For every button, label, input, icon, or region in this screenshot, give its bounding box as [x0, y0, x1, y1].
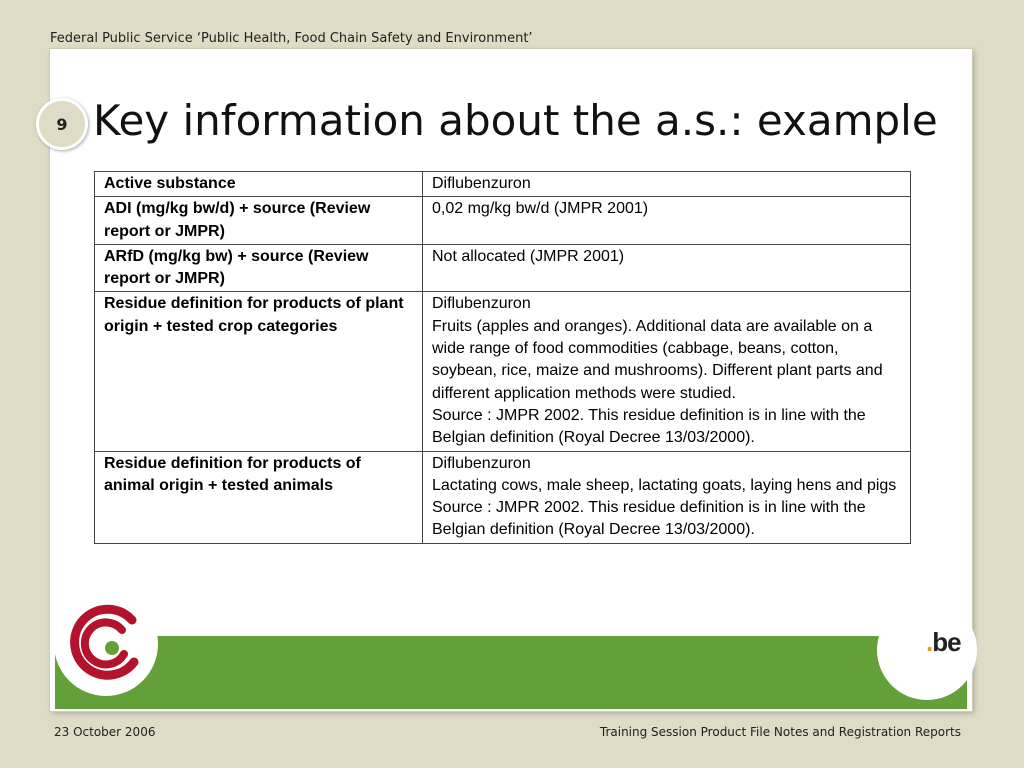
row-value [423, 244, 911, 292]
row-value-line: Diflubenzuron [432, 295, 531, 313]
be-logo [926, 627, 961, 658]
row-value [423, 172, 911, 197]
row-value-line: Source : JMPR 2002. This residue definition is in line with the Belgian definition (Royal Decree 13/03/2000). [432, 406, 866, 447]
footer-date: 23 October 2006 [54, 725, 156, 739]
row-value-line: Fruits (apples and oranges). Additional data are available on a wide range of food commodities (cabbage, beans, cotton, soybean, rice, maize and mushrooms). Different plant parts and different application methods were studied. [432, 317, 883, 402]
row-value-line: 0,02 mg/kg bw/d (JMPR 2001) [432, 200, 649, 218]
row-value-line: Not allocated (JMPR 2001) [432, 247, 625, 265]
header-organization: Federal Public Service ‘Public Health, Food Chain Safety and Environment’ [50, 31, 533, 46]
row-label: ADI (mg/kg bw/d) + source (Review report or JMPR) [95, 197, 423, 245]
footer-title: Training Session Product File Notes and Registration Reports [599, 725, 961, 739]
row-value-line: Diflubenzuron [432, 454, 531, 472]
table-row [95, 172, 911, 197]
row-label: Residue definition for products of plant origin + tested crop categories [95, 292, 423, 451]
row-value [423, 197, 911, 245]
row-value-line: Source : JMPR 2002. This residue definition is in line with the Belgian definition (Royal Decree 13/03/2000). [432, 499, 866, 539]
row-value-line: Diflubenzuron [432, 175, 531, 192]
slide-number: 9 [36, 98, 88, 150]
row-label: Active substance [95, 172, 423, 197]
row-value-line: Lactating cows, male sheep, lactating goats, laying hens and pigs [432, 476, 897, 494]
table-row [95, 292, 911, 451]
footer-green-band [55, 636, 967, 709]
slide-title: Key information about the a.s.: example [93, 96, 938, 145]
be-logo-dot: . [926, 627, 933, 657]
row-value [423, 451, 911, 543]
row-label: ARfD (mg/kg bw) + source (Review report or JMPR) [95, 244, 423, 292]
row-value [423, 292, 911, 451]
fps-logo-icon [66, 602, 144, 680]
table-row [95, 244, 911, 292]
row-label: Residue definition for products of animal origin + tested animals [95, 451, 423, 543]
info-table [94, 171, 911, 544]
table-row [95, 451, 911, 543]
be-logo-text: be [932, 627, 961, 657]
table-row [95, 197, 911, 245]
